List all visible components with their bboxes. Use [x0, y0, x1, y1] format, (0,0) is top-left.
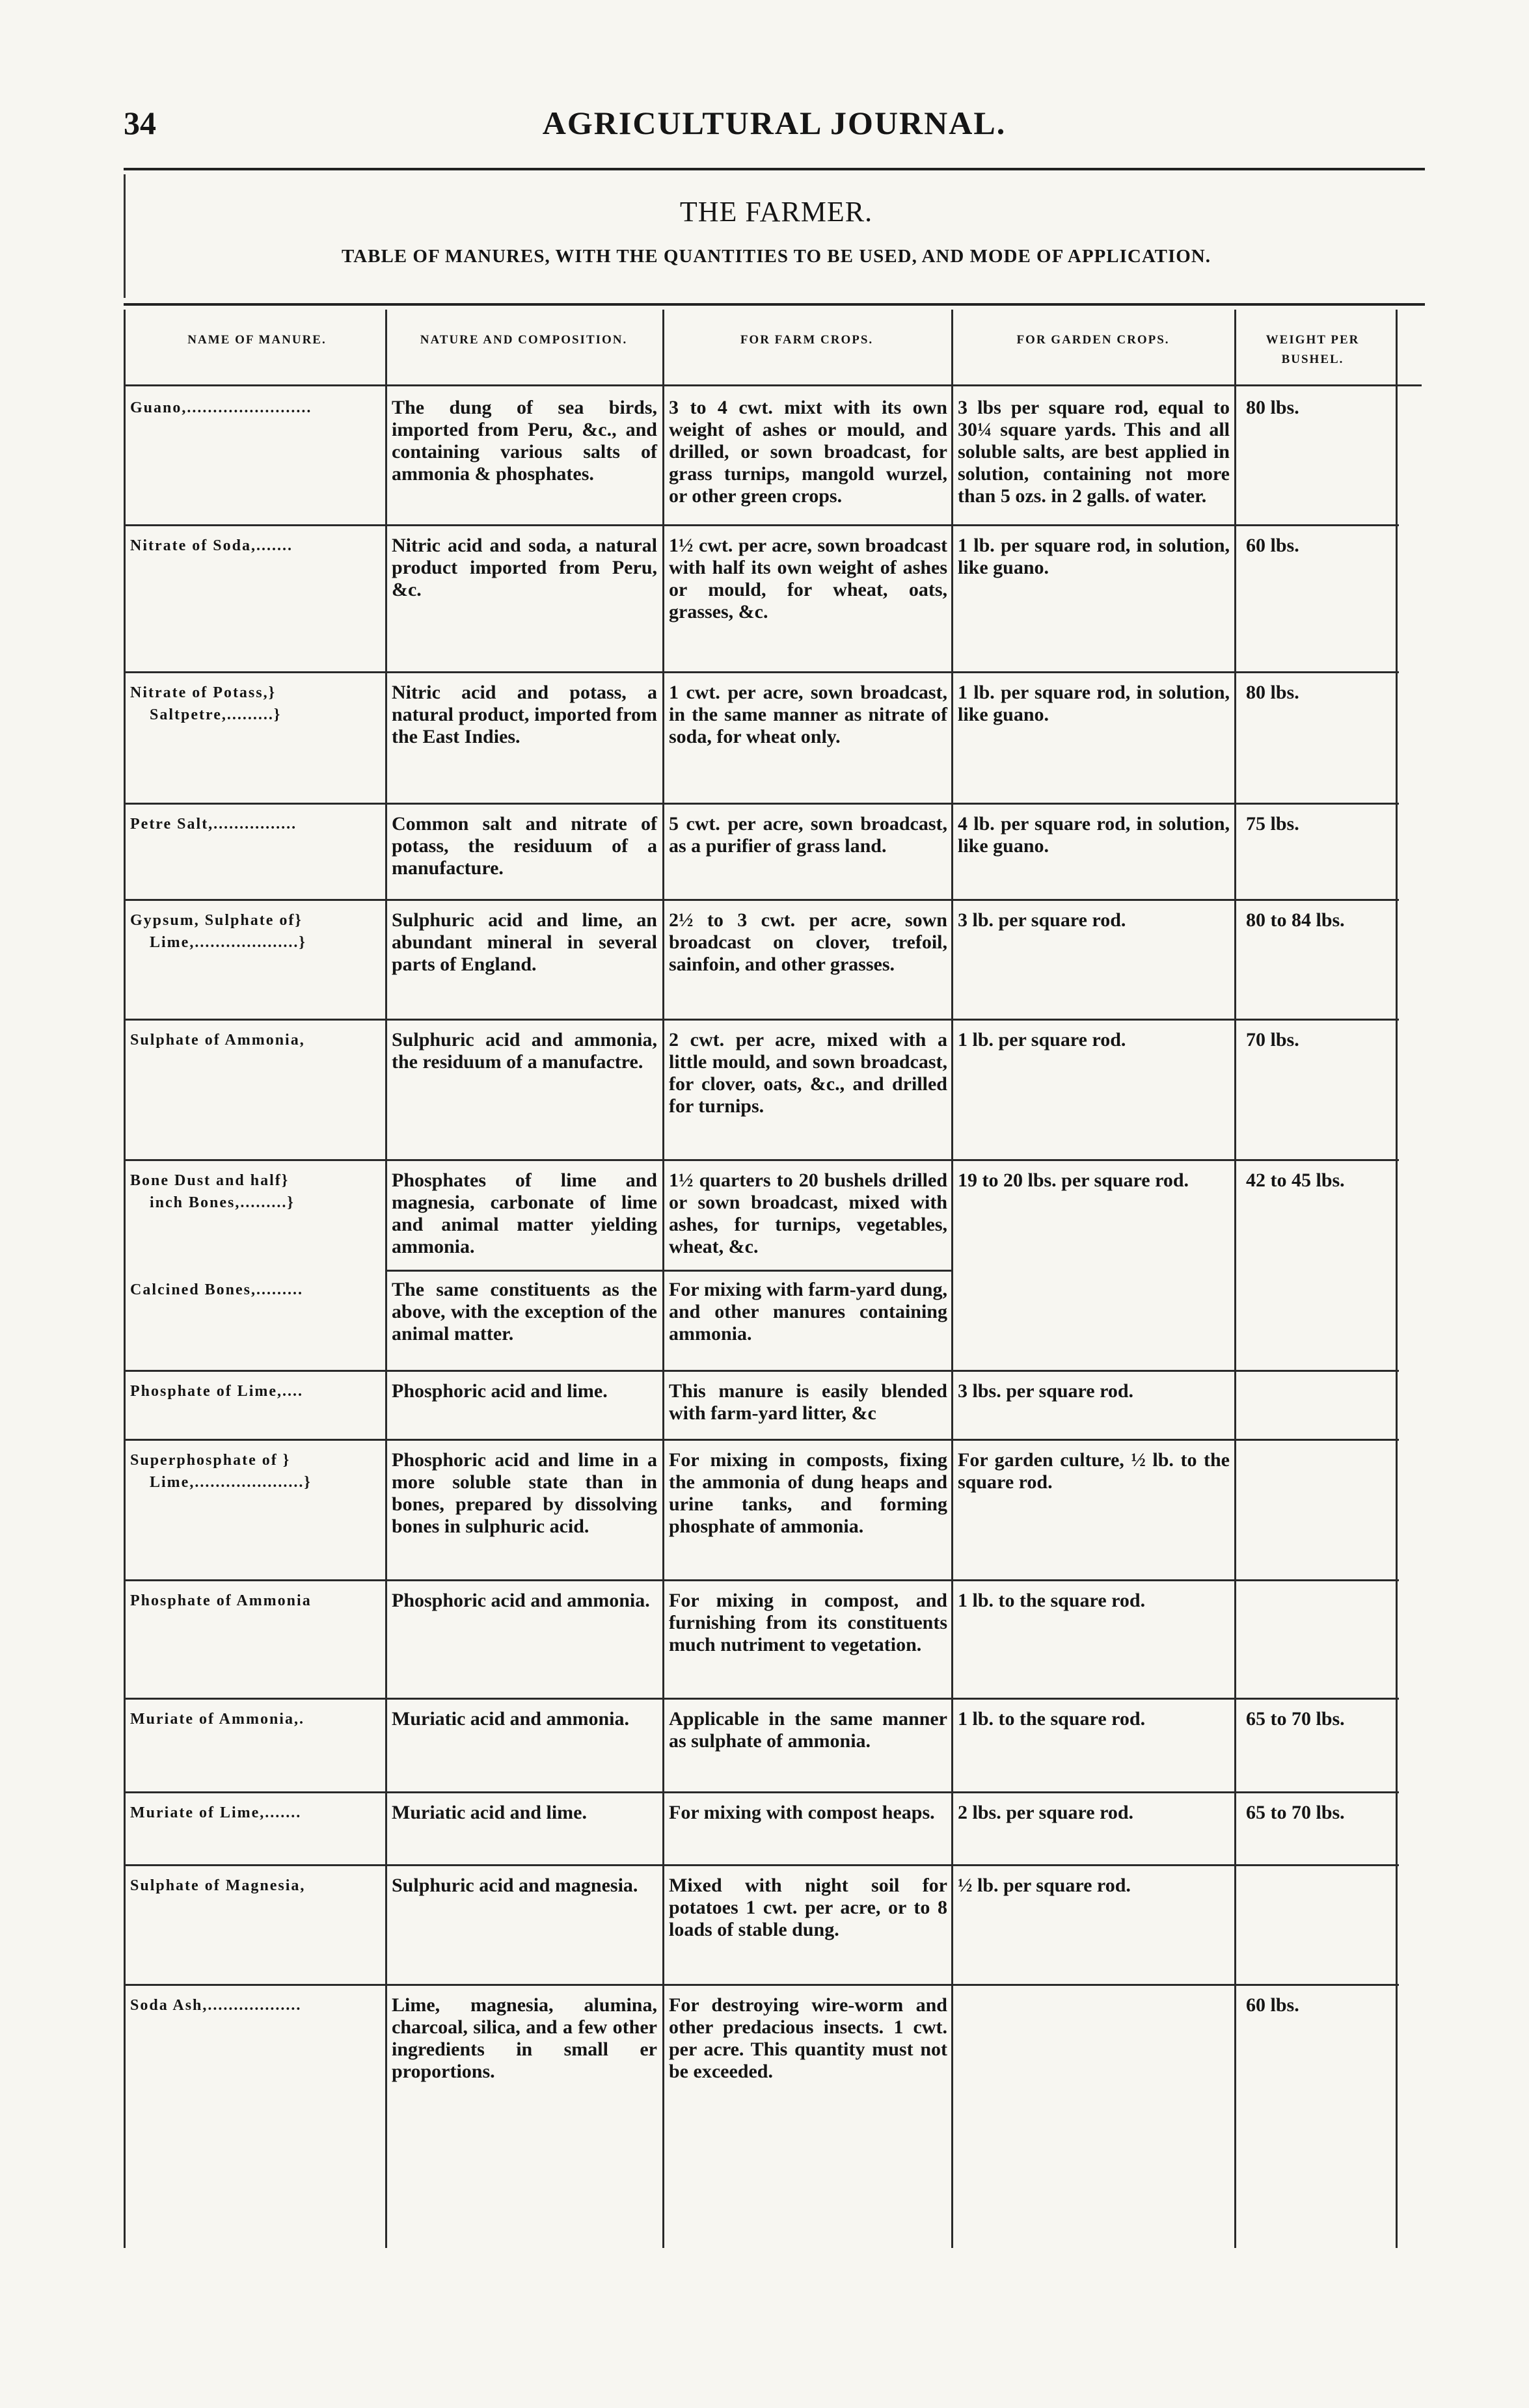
manure-nature: Sulphuric acid and lime, an abundant mineral in several parts of England.: [392, 909, 657, 975]
manure-garden-crops: 4 lb. per square rod, in solution, like guano.: [958, 813, 1230, 857]
manure-farm-crops: This manure is easily blended with farm-yard litter, &c: [669, 1380, 947, 1424]
page-header: [124, 104, 1425, 156]
manure-farm-crops: For destroying wire-worm and other predacious insects. 1 cwt. per acre. This quantity must not be exceeded.: [669, 1994, 947, 2082]
manure-garden-crops: 1 lb. per square rod.: [958, 1029, 1126, 1050]
manure-name-line-2: Lime,....................}: [150, 934, 306, 951]
manure-nature: Phosphoric acid and lime.: [392, 1380, 608, 1402]
manure-name-line-2: Lime,.....................}: [150, 1474, 312, 1491]
manure-nature: Lime, magnesia, alumina, charcoal, silica, and a few other ingredients in small er proportions.: [392, 1994, 657, 2082]
journal-title: AGRICULTURAL JOURNAL.: [542, 105, 1007, 141]
manure-name-line-1: Superphosphate of }: [130, 1452, 291, 1469]
manure-name: Soda Ash,..................: [130, 1997, 302, 2014]
column-header-row: [124, 310, 1422, 388]
title-rule: [124, 303, 1425, 306]
manure-farm-crops: 2 cwt. per acre, mixed with a little mould, and sown broadcast, for clover, oats, &c., and drilled for turnips.: [669, 1029, 947, 1117]
manure-weight: 75 lbs.: [1246, 813, 1299, 835]
manure-nature: Muriatic acid and lime.: [392, 1802, 587, 1823]
row-divider: [124, 1579, 1399, 1581]
manure-garden-crops: 1 lb. to the square rod.: [958, 1590, 1146, 1611]
sub-row-divider: [385, 1270, 951, 1272]
manure-name: Muriate of Ammonia,.: [130, 1711, 304, 1728]
manure-nature: Nitric acid and soda, a natural product imported from Peru, &c.: [392, 535, 657, 600]
manure-name-line-2: Saltpetre,.........}: [150, 706, 282, 723]
manure-sub-farm-crops: For mixing with farm-yard dung, and other manures containing ammonia.: [669, 1279, 947, 1344]
manure-name-line-1: Nitrate of Potass,}: [130, 684, 277, 701]
manure-farm-crops: 5 cwt. per acre, sown broadcast, as a purifier of grass land.: [669, 813, 947, 857]
row-divider: [124, 671, 1399, 673]
manure-name: Petre Salt,................: [130, 816, 297, 833]
rule-col-1: [385, 310, 387, 2248]
manure-nature: Muriatic acid and ammonia.: [392, 1708, 629, 1730]
manure-sub-nature: The same constituents as the above, with the exception of the animal matter.: [392, 1279, 657, 1344]
manure-weight: 80 lbs.: [1246, 682, 1299, 703]
header-divider: [124, 384, 1422, 386]
manure-farm-crops: 1 cwt. per acre, sown broadcast, in the same manner as nitrate of soda, for wheat only.: [669, 682, 947, 747]
manure-weight: 65 to 70 lbs.: [1246, 1708, 1345, 1730]
rule-left: [124, 310, 126, 2248]
manure-name: Sulphate of Magnesia,: [130, 1877, 306, 1894]
manure-nature: Sulphuric acid and ammonia, the residuum of a manufactre.: [392, 1029, 657, 1073]
manure-weight: 42 to 45 lbs.: [1246, 1170, 1345, 1191]
row-divider: [124, 1984, 1399, 1986]
manure-farm-crops: For mixing in composts, fixing the ammonia of dung heaps and urine tanks, and forming phosphate of ammonia.: [669, 1449, 947, 1537]
manure-weight: 80 to 84 lbs.: [1246, 909, 1345, 931]
manure-nature: Sulphuric acid and magnesia.: [392, 1875, 638, 1896]
manure-garden-crops: For garden culture, ½ lb. to the square rod.: [958, 1449, 1230, 1493]
manure-name: Guano,........................: [130, 399, 312, 416]
manure-name: Phosphate of Lime,....: [130, 1383, 303, 1400]
row-divider: [124, 803, 1399, 805]
manure-farm-crops: Mixed with night soil for potatoes 1 cwt. per acre, or to 8 loads of stable dung.: [669, 1875, 947, 1940]
manure-garden-crops: 19 to 20 lbs. per square rod.: [958, 1170, 1189, 1191]
column-header-farm: FOR FARM CROPS.: [740, 333, 874, 347]
manure-nature: Nitric acid and potass, a natural product, imported from the East Indies.: [392, 682, 657, 747]
column-header-name: NAME OF MANURE.: [187, 333, 327, 347]
row-divider: [124, 1370, 1399, 1372]
manure-name: Phosphate of Ammonia: [130, 1592, 312, 1609]
section-title-box: [124, 174, 1427, 298]
rule-col-4: [1234, 310, 1236, 2248]
row-divider: [124, 1791, 1399, 1793]
header-rule: [124, 168, 1425, 170]
row-divider: [124, 899, 1399, 901]
manure-farm-crops: 1½ cwt. per acre, sown broadcast with half its own weight of ashes or mould, for wheat, oats, grasses, &c.: [669, 535, 947, 622]
manure-farm-crops: For mixing with compost heaps.: [669, 1802, 935, 1823]
manure-garden-crops: 1 lb. per square rod, in solution, like guano.: [958, 682, 1230, 725]
manure-weight: 80 lbs.: [1246, 397, 1299, 418]
manure-name: Sulphate of Ammonia,: [130, 1032, 305, 1049]
table-caption: TABLE OF MANURES, WITH THE QUANTITIES TO BE USED, AND MODE OF APPLICATION.: [341, 246, 1211, 267]
manure-garden-crops: 3 lbs. per square rod.: [958, 1380, 1134, 1402]
row-divider: [124, 1159, 1399, 1161]
manure-farm-crops: 3 to 4 cwt. mixt with its own weight of ashes or mould, and drilled, or sown broadcast, for grass turnips, mangold wurzel, or other green crops.: [669, 397, 947, 507]
manure-name: Nitrate of Soda,.......: [130, 537, 293, 554]
manure-name: [130, 1170, 381, 1214]
column-header-nature: NATURE AND COMPOSITION.: [420, 333, 628, 347]
manure-farm-crops: 1½ quarters to 20 bushels drilled or sown broadcast, mixed with ashes, for turnips, vegetables, wheat, &c.: [669, 1170, 947, 1257]
rule-right: [1396, 310, 1398, 2248]
column-header-weight: WEIGHT PER BUSHEL.: [1265, 333, 1360, 366]
manure-table: [124, 310, 1422, 2290]
manure-garden-crops: 1 lb. to the square rod.: [958, 1708, 1146, 1730]
manure-weight: 70 lbs.: [1246, 1029, 1299, 1050]
manure-name-line-2: inch Bones,.........}: [150, 1194, 295, 1211]
manure-garden-crops: 3 lbs per square rod, equal to 30¼ square yards. This and all soluble salts, are best applied in solution, containing not more than 5 ozs. in 2 galls. of water.: [958, 397, 1230, 507]
manure-name: [130, 682, 381, 726]
manure-garden-crops: 1 lb. per square rod, in solution, like guano.: [958, 535, 1230, 578]
row-divider: [124, 1439, 1399, 1441]
row-divider: [124, 1864, 1399, 1866]
row-divider: [124, 524, 1399, 526]
manure-nature: The dung of sea birds, imported from Peru, &c., and containing various salts of ammonia & phosphates.: [392, 397, 657, 485]
manure-sub-name: Calcined Bones,.........: [130, 1281, 304, 1298]
manure-nature: Phosphates of lime and magnesia, carbonate of lime and animal matter yielding ammonia.: [392, 1170, 657, 1257]
section-title: THE FARMER.: [679, 196, 873, 228]
manure-weight: 60 lbs.: [1246, 535, 1299, 556]
manure-farm-crops: For mixing in compost, and furnishing from its constituents much nutriment to vegetation.: [669, 1590, 947, 1655]
manure-weight: 60 lbs.: [1246, 1994, 1299, 2016]
manure-garden-crops: 3 lb. per square rod.: [958, 909, 1126, 931]
page-number: 34: [124, 105, 156, 141]
manure-farm-crops: 2½ to 3 cwt. per acre, sown broadcast on clover, trefoil, sainfoin, and other grasses.: [669, 909, 947, 975]
rule-col-3: [951, 310, 953, 2248]
manure-name: [130, 1449, 381, 1493]
row-divider: [124, 1698, 1399, 1700]
manure-weight: 65 to 70 lbs.: [1246, 1802, 1345, 1823]
manure-name: [130, 909, 381, 954]
manure-name-line-1: Gypsum, Sulphate of}: [130, 912, 303, 929]
manure-name-line-1: Bone Dust and half}: [130, 1172, 290, 1189]
manure-garden-crops: ½ lb. per square rod.: [958, 1875, 1131, 1896]
manure-farm-crops: Applicable in the same manner as sulphate of ammonia.: [669, 1708, 947, 1752]
manure-name: Muriate of Lime,.......: [130, 1804, 302, 1821]
rule-col-2: [662, 310, 664, 2248]
manure-nature: Phosphoric acid and ammonia.: [392, 1590, 650, 1611]
manure-nature: Common salt and nitrate of potass, the residuum of a manufacture.: [392, 813, 657, 879]
row-divider: [124, 1019, 1399, 1021]
column-header-garden: FOR GARDEN CROPS.: [1016, 333, 1170, 347]
manure-nature: Phosphoric acid and lime in a more soluble state than in bones, prepared by dissolving bones in sulphuric acid.: [392, 1449, 657, 1537]
manure-garden-crops: 2 lbs. per square rod.: [958, 1802, 1134, 1823]
